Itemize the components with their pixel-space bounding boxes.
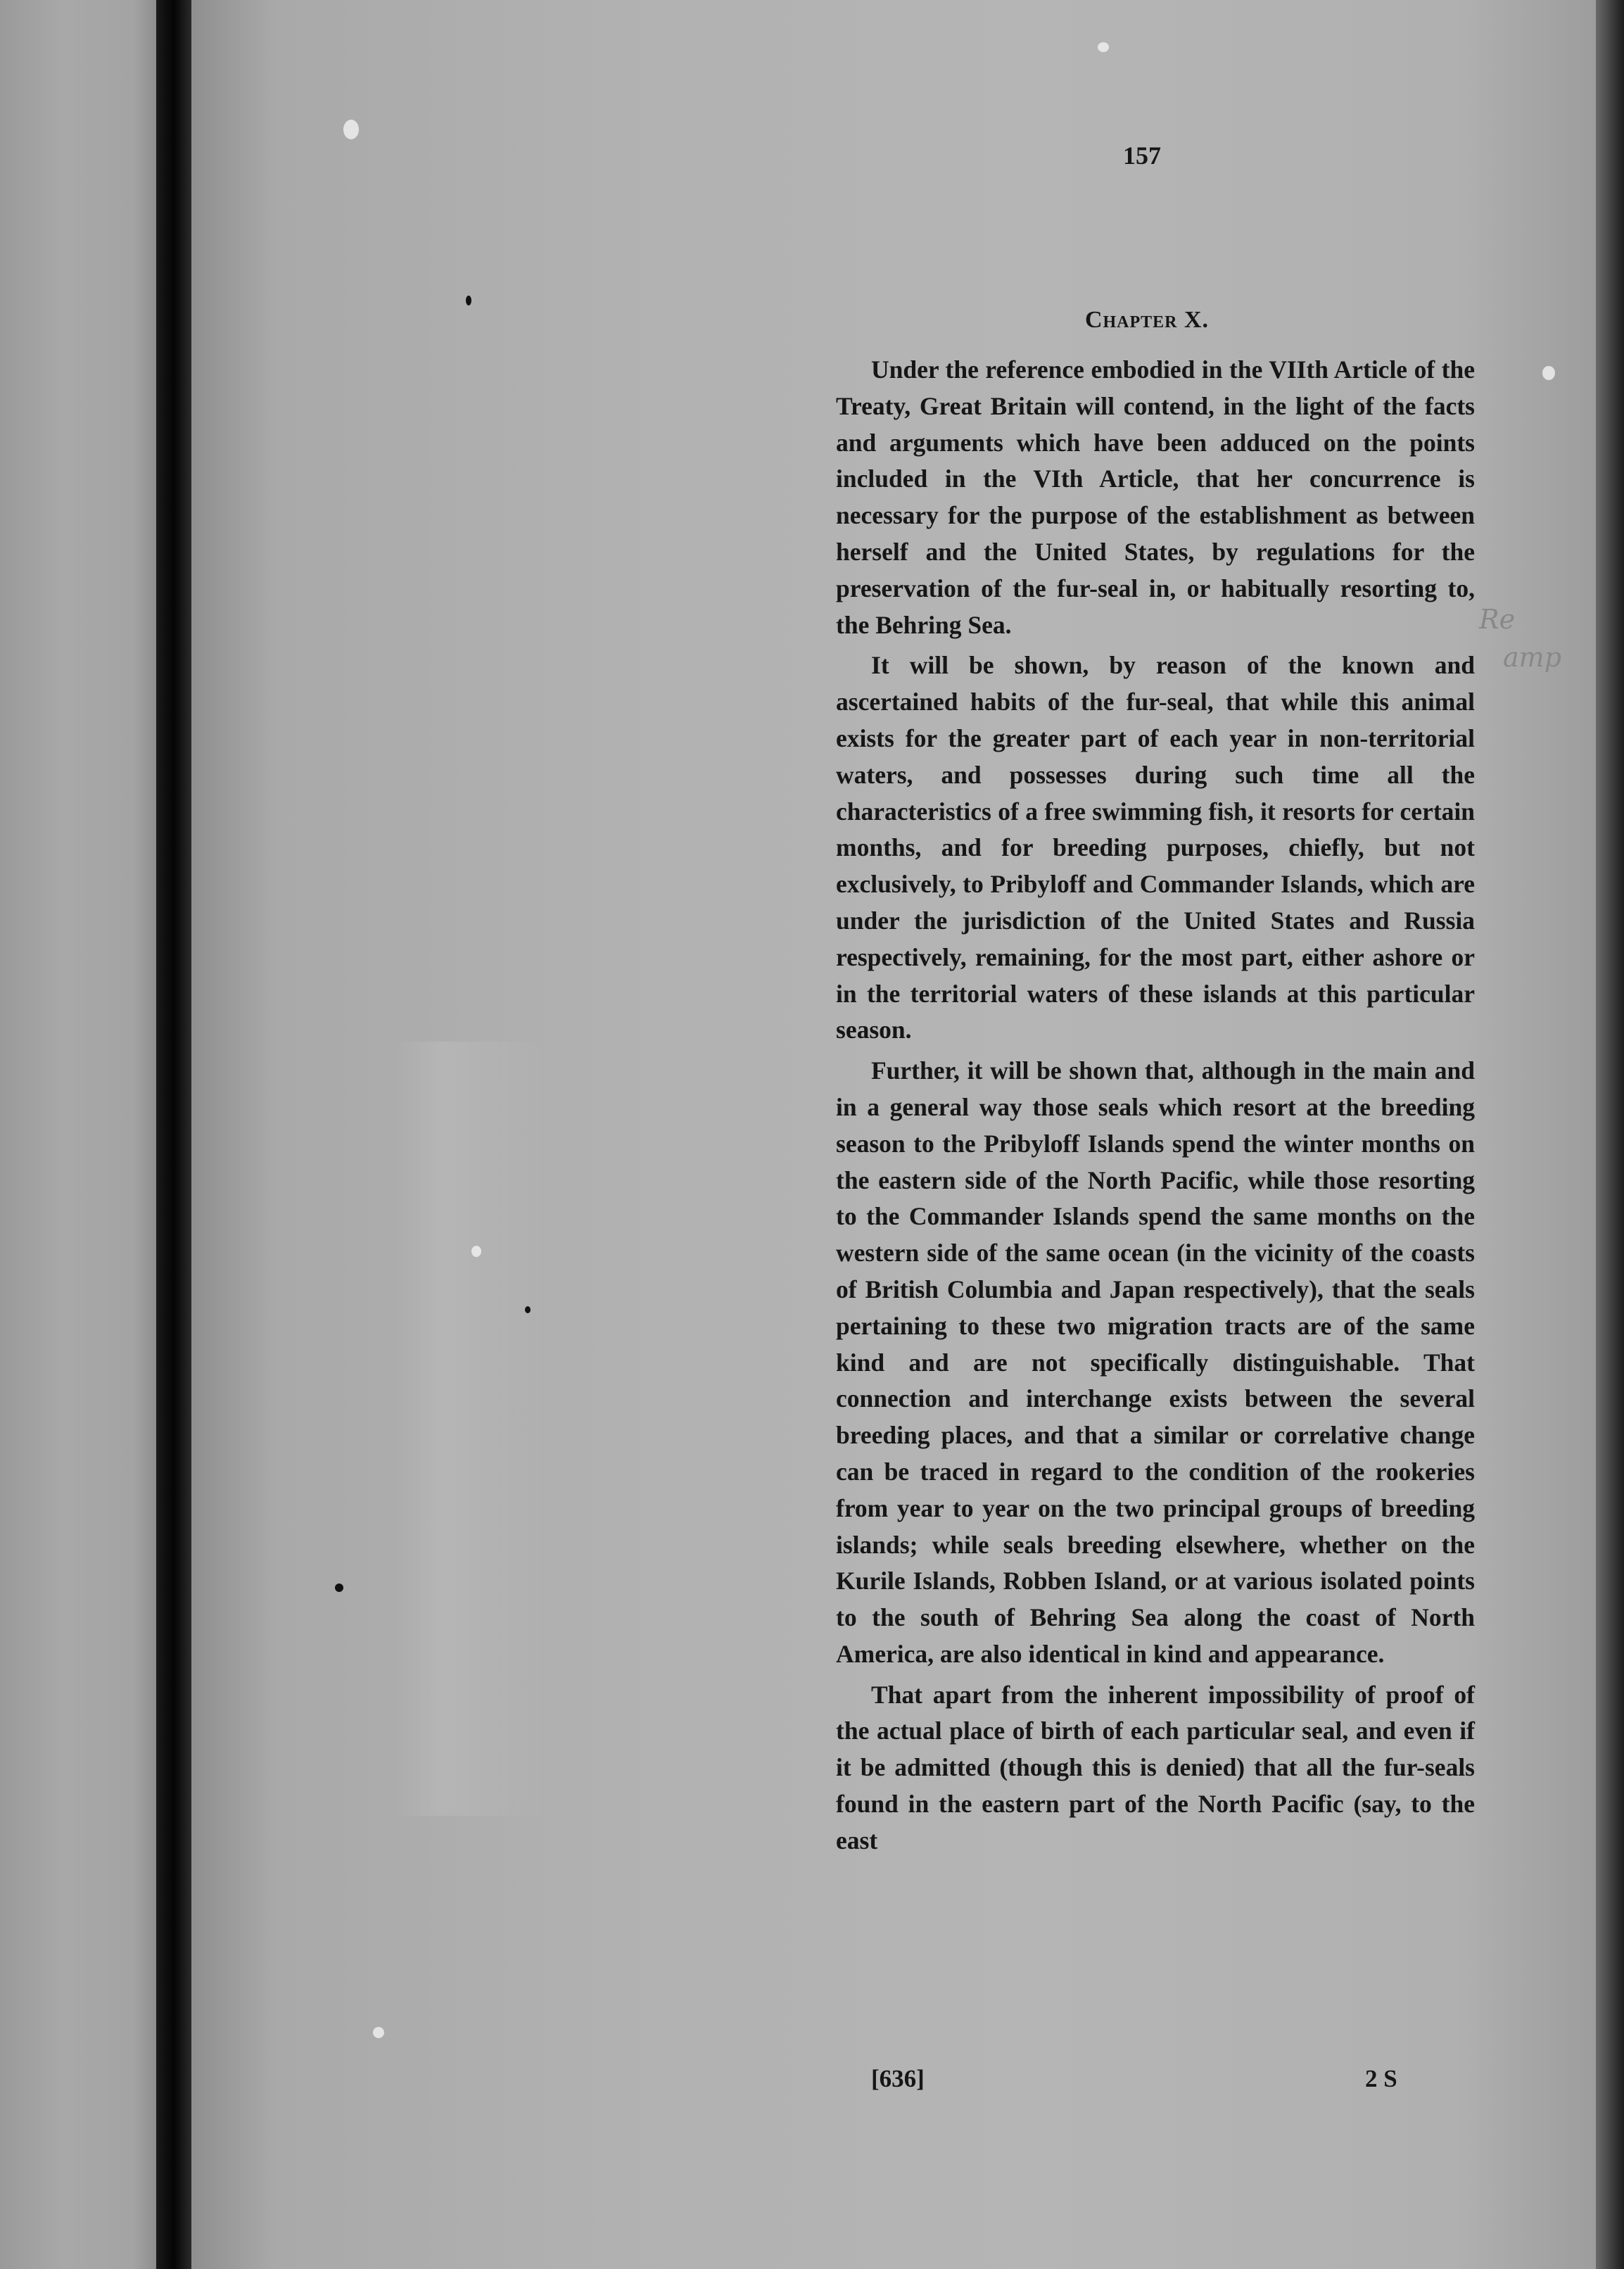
dust-speck	[343, 120, 359, 139]
chapter-title: Chapter X.	[1084, 307, 1210, 333]
dust-speck	[1542, 366, 1555, 380]
dust-speck	[1098, 42, 1109, 52]
paragraph: Under the reference embodied in the VIIth Article of the Treaty, Great Britain will contend, in the light of the facts and arguments which have been adduced on the points included in the VIth Article, that her concurrence is necessary for the purpose of the establishment as between herself and the United States, by regulations for the preservation of the fur-seal in, or habitually resorting to, the Behring Sea.	[836, 355, 1475, 639]
dust-speck	[471, 1246, 481, 1257]
dust-speck	[373, 2027, 384, 2038]
ink-dot	[335, 1584, 343, 1592]
page-number: 157	[1123, 141, 1161, 170]
right-page-edge	[1596, 0, 1624, 2269]
book-gutter	[156, 0, 191, 2269]
facing-page-edge	[0, 0, 156, 2269]
ink-dot	[466, 296, 471, 305]
margin-annotation: amp	[1503, 642, 1562, 673]
signature-mark: [636]	[871, 2065, 925, 2092]
body-text	[836, 352, 1475, 1864]
ink-dot	[525, 1306, 531, 1313]
margin-annotation: Re	[1479, 604, 1516, 635]
paragraph: It will be shown, by reason of the known and ascertained habits of the fur-seal, that while this animal exists for the greater part of each year in non-territorial waters, and possesses during such time all the characteristics of a free swimming fish, it resorts for certain months, and for breeding purposes, chiefly, but not exclusively, to Pribyloff and Commander Islands, which are under the jurisdiction of the United States and Russia respectively, remaining, for the most part, either ashore or in the territorial waters of these islands at this particular season.	[836, 651, 1475, 1044]
paragraph: Further, it will be shown that, although in the main and in a general way those seals which resort at the breeding season to the Pribyloff Islands spend the winter months on the eastern side of the North Pacific, while those resorting to the Commander Islands spend the same months on the western side of the same ocean (in the vicinity of the coasts of British Columbia and Japan respectively), that the seals pertaining to these two migration tracts are of the same kind and are not specifically distinguishable. That connection and interchange exists between the several breeding places, and that a similar or correlative change can be traced in regard to the condition of the rookeries from year to year on the two principal groups of breeding islands; while seals breeding elsewhere, whether on the Kurile Islands, Robben Island, or at various isolated points to the south of Behring Sea along the coast of North America, are also identical in kind and appearance.	[836, 1056, 1475, 1668]
sheet-signature: 2 S	[1365, 2065, 1397, 2092]
scan-streak	[394, 1042, 549, 1816]
paragraph: That apart from the inherent impossibility of proof of the actual place of birth of each particular seal, and even if it be admitted (though this is denied) that all the fur-seals found in the eastern part of the North Pacific (say, to the east	[836, 1680, 1475, 1854]
